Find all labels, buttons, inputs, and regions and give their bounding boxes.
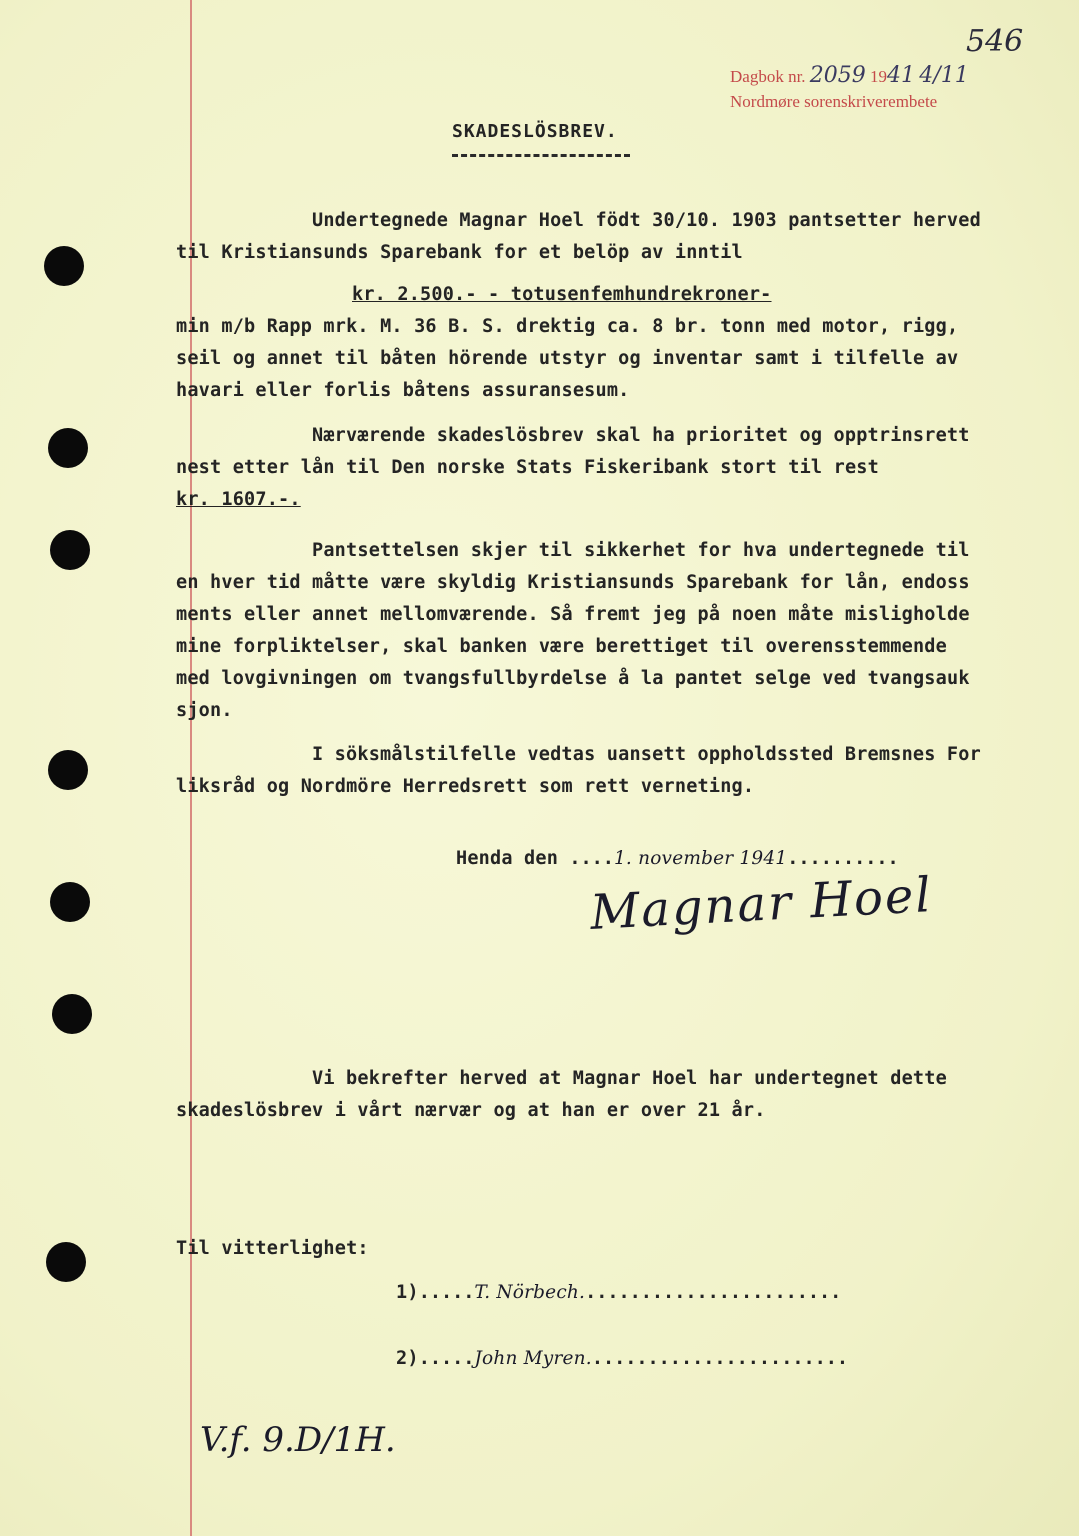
- stamp-year-label: 19: [870, 67, 888, 86]
- witness-line-1: 1).....T. Nörbech........................: [396, 1282, 842, 1303]
- body-line: Nærværende skadeslösbrev skal ha prioritet og opptrinsrett: [312, 425, 970, 446]
- body-line: mine forpliktelser, skal banken være berettiget til overensstemmende: [176, 636, 947, 657]
- body-line-amount: kr. 2.500.- - totusenfemhundrekroner-: [352, 284, 772, 305]
- body-line: Undertegnede Magnar Hoel födt 30/10. 1903 pantsetter herved: [312, 210, 981, 231]
- punch-hole: [46, 1242, 86, 1282]
- stamp-dagbok-value: 2059: [809, 63, 866, 88]
- title-underline: [452, 154, 630, 157]
- punch-hole: [50, 530, 90, 570]
- body-line: I söksmålstilfelle vedtas uansett oppholdssted Bremsnes For: [312, 744, 981, 765]
- margin-rule: [190, 0, 192, 1536]
- place-label: Henda den: [456, 848, 559, 869]
- signing-date: 1. november 1941: [613, 848, 788, 869]
- stamp-dagbok-label: Dagbok nr.: [730, 67, 806, 86]
- body-line-rest-amount: kr. 1607.-.: [176, 489, 301, 510]
- body-line: havari eller forlis båtens assuransesum.: [176, 380, 630, 401]
- signature: Magnar Hoel: [588, 867, 934, 941]
- witness-number: 2): [396, 1348, 419, 1369]
- punch-hole: [52, 994, 92, 1034]
- punch-hole: [48, 428, 88, 468]
- body-line: min m/b Rapp mrk. M. 36 B. S. drektig ca. 8 br. tonn med motor, rigg,: [176, 316, 959, 337]
- punch-hole: [50, 882, 90, 922]
- body-line: med lovgivningen om tvangsfullbyrdelse å la pantet selge ved tvangsauk: [176, 668, 970, 689]
- punch-hole: [48, 750, 88, 790]
- body-line: Pantsettelsen skjer til sikkerhet for hva undertegnede til: [312, 540, 970, 561]
- page-number: 546: [966, 24, 1024, 59]
- witness-name: John Myren.: [474, 1348, 592, 1369]
- document-title: SKADESLÖSBREV.: [452, 121, 618, 142]
- body-line: seil og annet til båten hörende utstyr og inventar samt i tilfelle av: [176, 348, 959, 369]
- witness-heading: Til vitterlighet:: [176, 1238, 369, 1259]
- handwritten-note: V.f. 9.D/1H.: [200, 1420, 396, 1460]
- stamp-date: 4/11: [919, 63, 969, 88]
- body-line: liksråd og Nordmöre Herredsrett som rett verneting.: [176, 776, 755, 797]
- confirmation-line: Vi bekrefter herved at Magnar Hoel har undertegnet dette: [312, 1068, 947, 1089]
- stamp-office: Nordmøre sorenskriverembete: [730, 92, 938, 111]
- body-line: sjon.: [176, 700, 233, 721]
- body-line: nest etter lån til Den norske Stats Fiskeribank stort til rest: [176, 457, 879, 478]
- witness-number: 1): [396, 1282, 419, 1303]
- body-line: ments eller annet mellomværende. Så fremt jeg på noen måte misligholde: [176, 604, 970, 625]
- body-line: en hver tid måtte være skyldig Kristiansunds Sparebank for lån, endoss: [176, 572, 970, 593]
- body-line: til Kristiansunds Sparebank for et belöp av inntil: [176, 242, 743, 263]
- registry-stamp: [730, 63, 1020, 114]
- punch-hole: [44, 246, 84, 286]
- stamp-year-value: 41: [887, 63, 916, 88]
- witness-name: T. Nörbech.: [474, 1282, 586, 1303]
- witness-line-2: 2).....John Myren........................: [396, 1348, 849, 1369]
- confirmation-line: skadeslösbrev i vårt nærvær og at han er over 21 år.: [176, 1100, 766, 1121]
- place-date-line: Henda den ....1. november 1941..........: [456, 848, 899, 869]
